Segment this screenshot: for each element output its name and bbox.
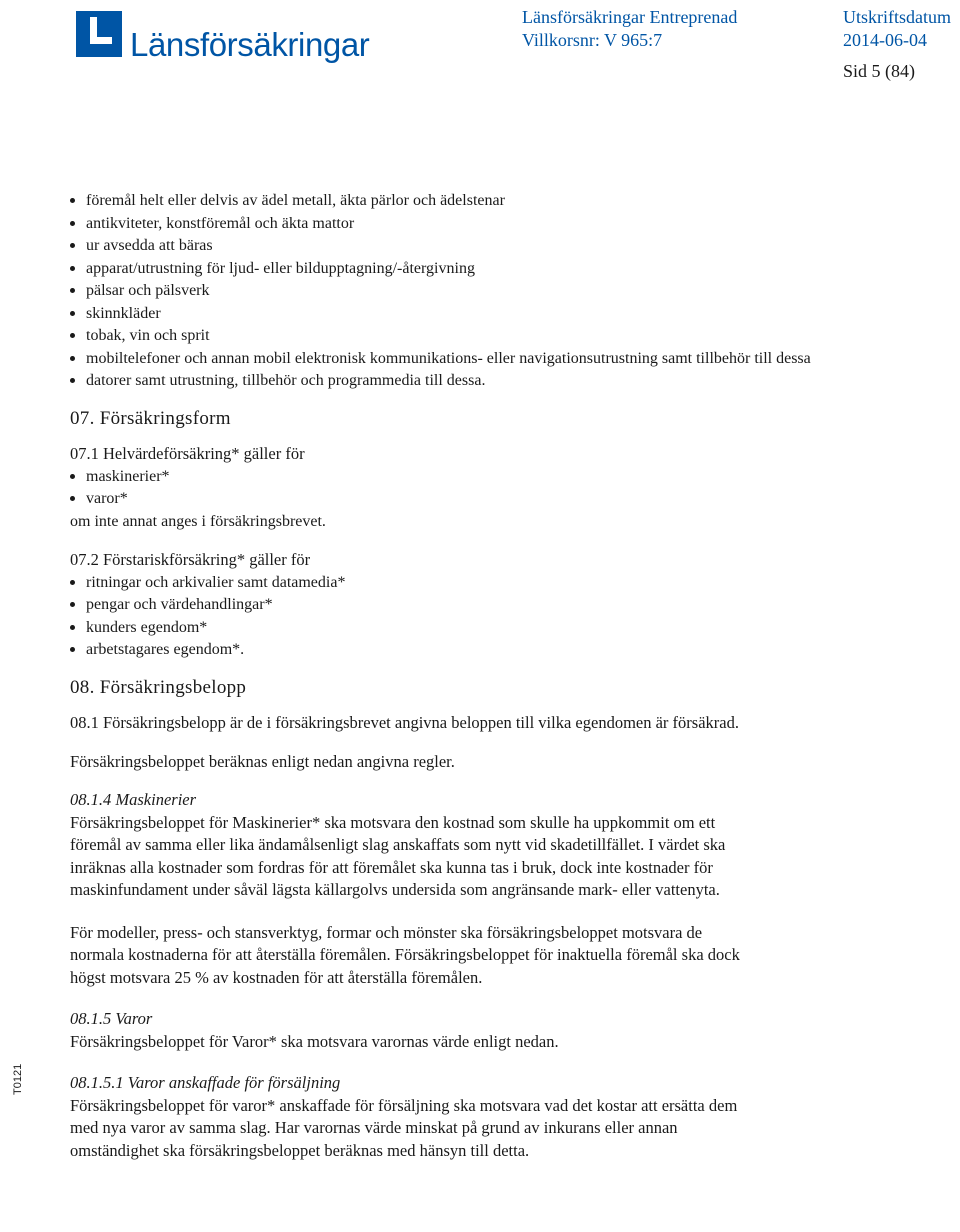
maskinerier-paragraph-2 xyxy=(70,922,930,990)
company-logo xyxy=(76,4,369,64)
varor-sale-paragraph xyxy=(70,1095,930,1163)
varor-sale-heading: 08.1.5.1 Varor anskaffade för försäljning xyxy=(70,1073,341,1092)
section-08-1-paragraph: 08.1 Försäkringsbelopp är de i försäkringsbrevet angivna beloppen till vilka egendomen är försäkrad. xyxy=(70,713,739,732)
side-document-code: T0121 xyxy=(12,1063,24,1095)
list-item: datorer samt utrustning, tillbehör och programmedia till dessa. xyxy=(70,370,930,393)
list-item: skinnkläder xyxy=(70,303,930,326)
varor-heading: 08.1.5 Varor xyxy=(70,1009,153,1028)
list-item: pälsar och pälsverk xyxy=(70,280,930,303)
document-body xyxy=(70,190,930,1162)
print-date-label: Utskriftsdatum xyxy=(843,7,951,27)
text-line: maskinfundament under såväl lägsta källargolvs undersida som angränsande mark- eller vattenyta. xyxy=(70,880,720,899)
section-07-heading: 07. Försäkringsform xyxy=(70,407,231,429)
page-number: Sid 5 (84) xyxy=(843,61,915,81)
text-line: Försäkringsbeloppet för Maskinerier* ska motsvara den kostnad som skulle ha uppkommit om ett xyxy=(70,812,716,832)
terms-line xyxy=(522,29,737,52)
list-item: arbetstagares egendom*. xyxy=(70,639,930,662)
text-line: föremål av samma eller lika ändamålsenligt slag anskaffats som nytt vid skadetillfället. I värdet ska xyxy=(70,835,726,854)
list-item: ur avsedda att bäras xyxy=(70,235,930,258)
terms-value: V 965:7 xyxy=(604,30,663,50)
section-07-2-intro: 07.2 Förstariskförsäkring* gäller för xyxy=(70,550,311,569)
text-line: För modeller, press- och stansverktyg, formar och mönster ska försäkringsbeloppet motsvara de xyxy=(70,922,703,942)
list-item: varor* xyxy=(70,488,930,511)
maskinerier-heading: 08.1.4 Maskinerier xyxy=(70,790,197,809)
text-line: Försäkringsbeloppet för varor* anskaffade för försäljning ska motsvara vad det kostar att ersätta dem xyxy=(70,1095,738,1115)
list-item: kunders egendom* xyxy=(70,617,930,640)
list-item: antikviteter, konstföremål och äkta mattor xyxy=(70,213,930,236)
list-item: mobiltelefoner och annan mobil elektronisk kommunikations- eller navigationsutrustning samt tillbehör till dessa xyxy=(70,348,866,371)
section-08-heading: 08. Försäkringsbelopp xyxy=(70,676,247,698)
terms-label: Villkorsnr: xyxy=(522,30,600,50)
section-07-1-list xyxy=(70,466,930,511)
header-print-info xyxy=(843,6,951,83)
print-date: 2014-06-04 xyxy=(843,30,927,50)
list-item: tobak, vin och sprit xyxy=(70,325,930,348)
list-item: föremål helt eller delvis av ädel metall, äkta pärlor och ädelstenar xyxy=(70,190,930,213)
list-item: ritningar och arkivalier samt datamedia* xyxy=(70,572,930,595)
text-line: omständighet ska försäkringsbeloppet beräknas med hänsyn till detta. xyxy=(70,1140,530,1160)
text-line: normala kostnaderna för att återställa föremålen. Försäkringsbeloppet för inaktuella föremål ska dock xyxy=(70,945,740,964)
page-header xyxy=(0,0,960,80)
list-item: maskinerier* xyxy=(70,466,930,489)
list-item: apparat/utrustning för ljud- eller bildupptagning/-återgivning xyxy=(70,258,930,281)
varor-paragraph: Försäkringsbeloppet för Varor* ska motsvara varornas värde enligt nedan. xyxy=(70,1031,559,1051)
logo-mark-icon xyxy=(76,11,122,57)
text-line: högst motsvara 25 % av kostnaden för att återställa föremålen. xyxy=(70,967,483,987)
excluded-items-list xyxy=(70,190,930,393)
header-document-info xyxy=(522,6,737,52)
section-08-rules-paragraph: Försäkringsbeloppet beräknas enligt nedan angivna regler. xyxy=(70,751,455,771)
logo-text: Länsförsäkringar xyxy=(130,26,370,63)
maskinerier-paragraph-1 xyxy=(70,812,930,902)
text-line: med nya varor av samma slag. Har varornas värde minskat på grund av inkurans eller annan xyxy=(70,1118,678,1137)
list-item: pengar och värdehandlingar* xyxy=(70,594,930,617)
section-07-1-intro: 07.1 Helvärdeförsäkring* gäller för xyxy=(70,444,305,463)
company-line: Länsförsäkringar Entreprenad xyxy=(522,7,738,27)
section-07-2-list xyxy=(70,572,930,662)
text-line: inräknas alla kostnader som fordras för att föremålet ska kunna tas i bruk, dock inte kostnader för xyxy=(70,857,713,877)
section-07-1-note: om inte annat anges i försäkringsbrevet. xyxy=(70,512,326,530)
